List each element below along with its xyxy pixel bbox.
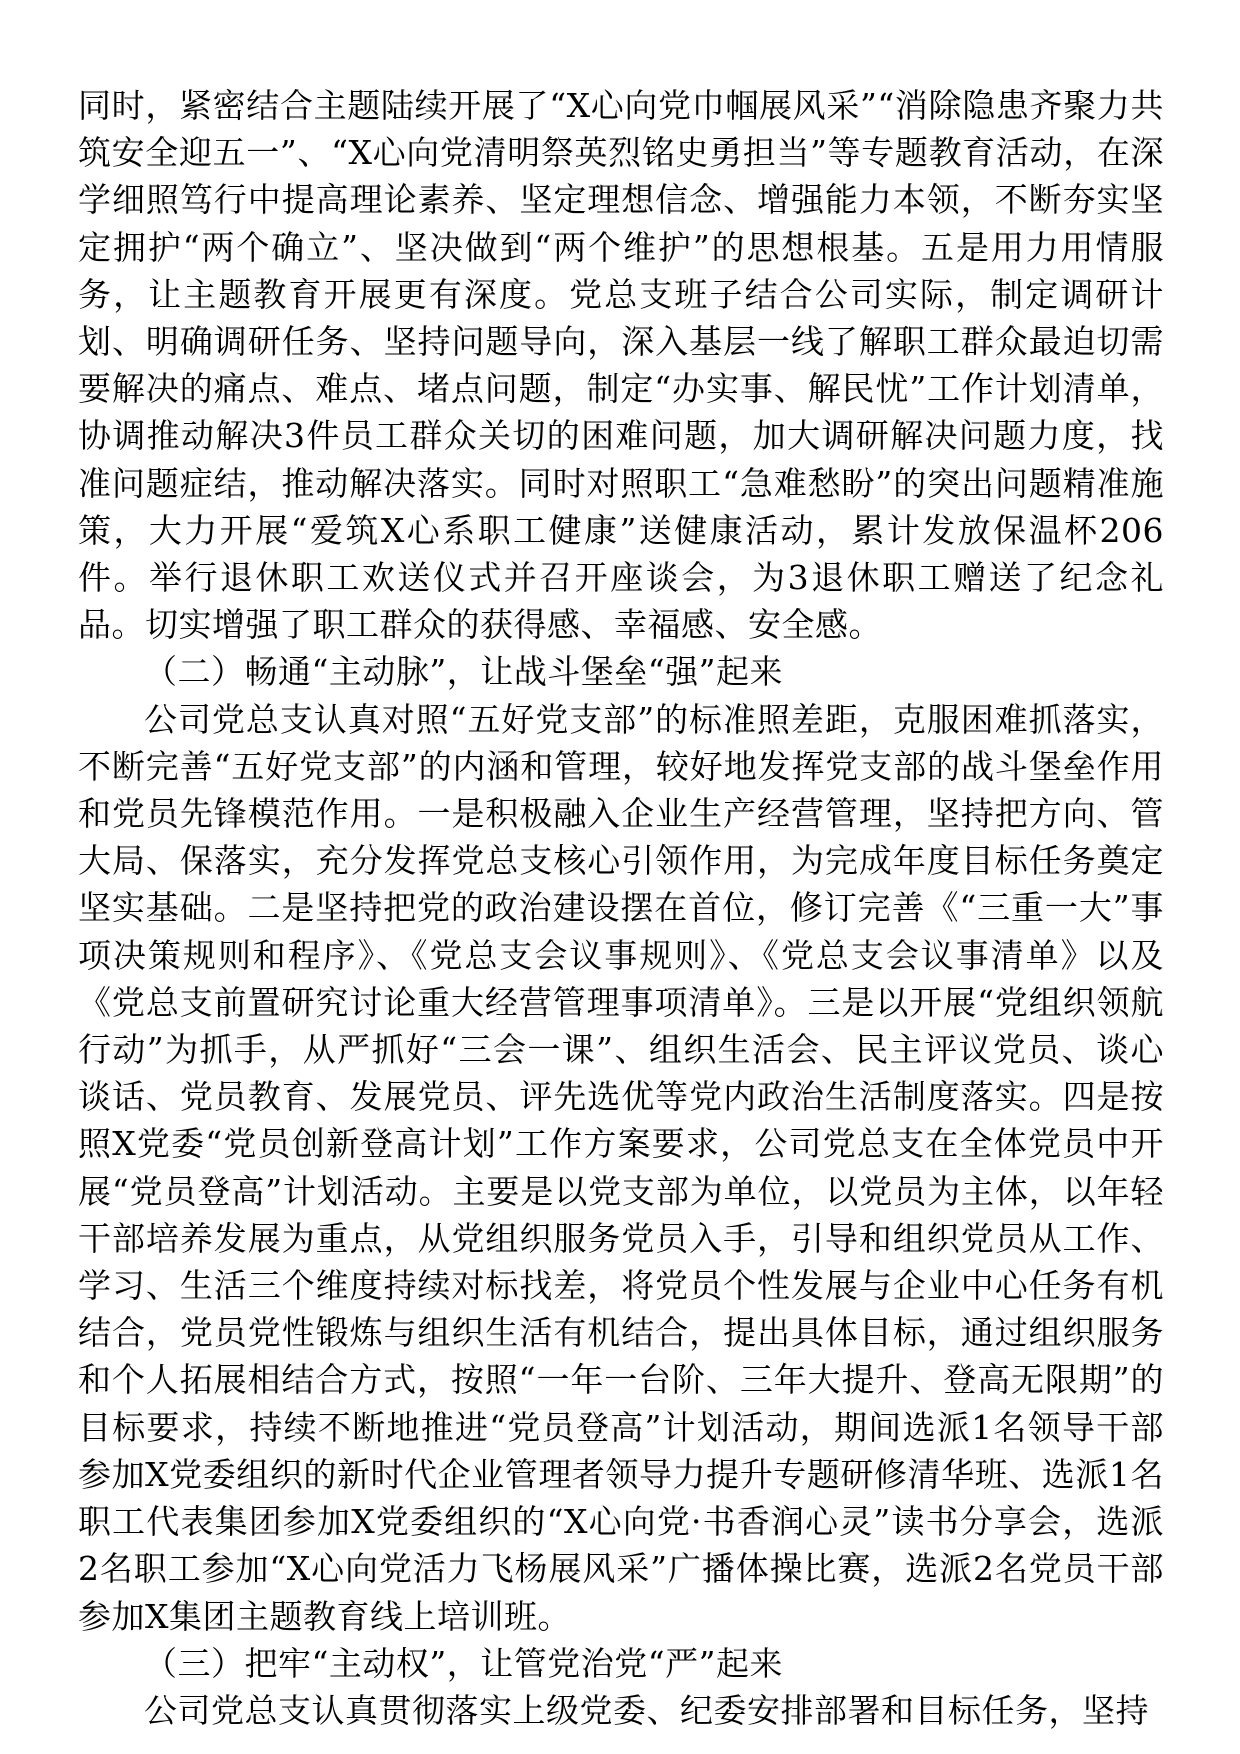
document-page bbox=[78, 82, 1164, 1734]
section-heading-2: （二）畅通“主动脉”，让战斗堡垒“强”起来 bbox=[144, 652, 783, 692]
paragraph-continued: 同时，紧密结合主题陆续开展了“X心向党巾帼展风采”“消除隐患齐聚力共筑安全迎五一”、“X心向党清明祭英烈铭史勇担当”等专题教育活动，在深学细照笃行中提高理论素养、坚定理想信念、增强能力本领，不断夯实坚定拥护“两个确立”、坚决做到“两个维护”的思想根基。五是用力用情服务，让主题教育开展更有深度。党总支班子结合公司实际，制定调研计划、明确调研任务、坚持问题导向，深入基层一线了解职工群众最迫切需要解决的痛点、难点、堵点问题，制定“办实事、解民忧”工作计划清单，协调推动解决3件员工群众关切的困难问题，加大调研解决问题力度，找准问题症结，推动解决落实。同时对照职工“急难愁盼”的突出问题精准施策，大力开展“爱筑X心系职工健康”送健康活动，累计发放保温杯206件。举行退休职工欢送仪式并召开座谈会，为3退休职工赠送了纪念礼品。切实增强了职工群众的获得感、幸福感、安全感。 bbox=[78, 86, 1164, 645]
paragraph-section-3: 公司党总支认真贯彻落实上级党委、纪委安排部署和目标任务，坚持 bbox=[144, 1690, 1149, 1730]
section-heading-3: （三）把牢“主动权”，让管党治党“严”起来 bbox=[144, 1643, 783, 1683]
paragraph-section-2: 公司党总支认真对照“五好党支部”的标准照差距，克服困难抓落实，不断完善“五好党支部”的内涵和管理，较好地发挥党支部的战斗堡垒作用和党员先锋模范作用。一是积极融入企业生产经营管理，坚持把方向、管大局、保落实，充分发挥党总支核心引领作用，为完成年度目标任务奠定坚实基础。二是坚持把党的政治建设摆在首位，修订完善《“三重一大”事项决策规则和程序》、《党总支会议事规则》、《党总支会议事清单》以及《党总支前置研究讨论重大经营管理事项清单》。三是以开展“党组织领航行动”为抓手，从严抓好“三会一课”、组织生活会、民主评议党员、谈心谈话、党员教育、发展党员、评先选优等党内政治生活制度落实。四是按照X党委“党员创新登高计划”工作方案要求，公司党总支在全体党员中开展“党员登高”计划活动。主要是以党支部为单位，以党员为主体，以年轻干部培养发展为重点，从党组织服务党员入手，引导和组织党员从工作、学习、生活三个维度持续对标找差，将党员个性发展与企业中心任务有机结合，党员党性锻炼与组织生活有机结合，提出具体目标，通过组织服务和个人拓展相结合方式，按照“一年一台阶、三年大提升、登高无限期”的目标要求，持续不断地推进“党员登高”计划活动，期间选派1名领导干部参加X党委组织的新时代企业管理者领导力提升专题研修清华班、选派1名职工代表集团参加X党委组织的“X心向党·书香润心灵”读书分享会，选派2名职工参加“X心向党活力飞杨展风采”广播体操比赛，选派2名党员干部参加X集团主题教育线上培训班。 bbox=[78, 699, 1164, 1636]
